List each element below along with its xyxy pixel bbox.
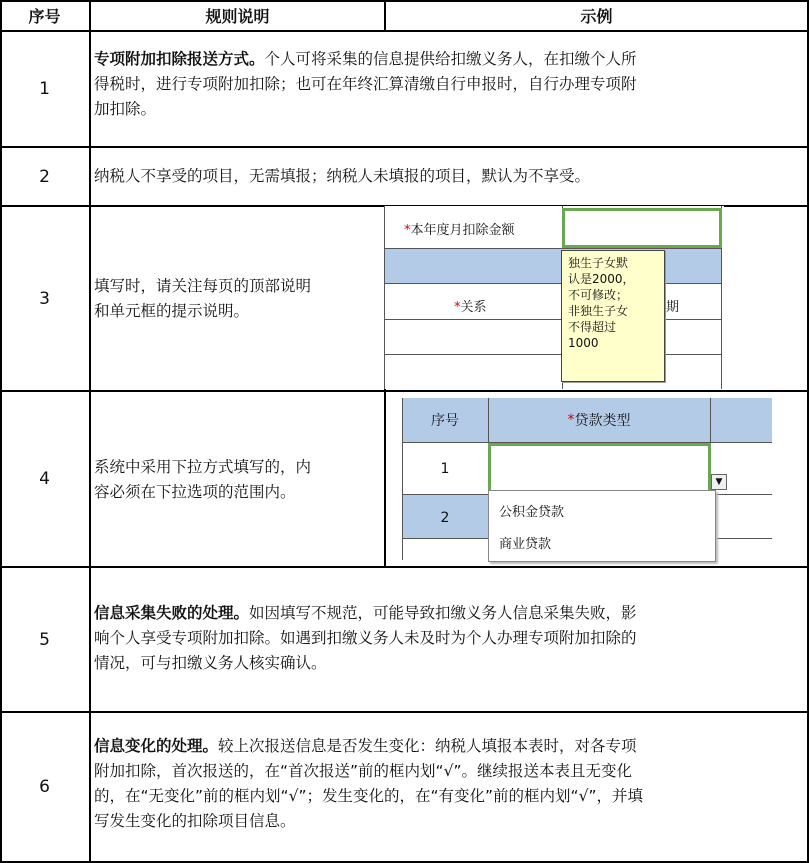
required-mark: * bbox=[454, 300, 461, 315]
row-number: 5 bbox=[39, 629, 50, 650]
rule-line: 加扣除。 bbox=[94, 100, 157, 118]
rule-line: 得税时，进行专项附加扣除；也可在年终汇算清缴自行申报时，自行办理专项附 bbox=[94, 75, 637, 93]
grid-line bbox=[0, 711, 809, 713]
required-mark: * bbox=[404, 223, 411, 238]
cell-border bbox=[384, 354, 722, 355]
rule-line: 的，在“无变化”前的框内划“√”；发生变化的，在“有变化”前的框内划“√”，并填 bbox=[94, 787, 643, 805]
rule-line: 个人可将采集的信息提供给扣缴义务人，在扣缴个人所 bbox=[264, 50, 637, 68]
cell-tooltip bbox=[561, 250, 665, 382]
period-label: 期 bbox=[666, 300, 680, 315]
grid-line bbox=[0, 146, 809, 148]
grid-line bbox=[0, 30, 809, 32]
rule-text bbox=[94, 734, 806, 834]
example-form-tooltip bbox=[384, 206, 724, 389]
rule-line: 系统中采用下拉方式填写的，内 bbox=[94, 458, 312, 476]
relation-label bbox=[454, 296, 487, 315]
row-number: 3 bbox=[39, 288, 50, 309]
grid-line bbox=[89, 0, 91, 863]
rule-title: 信息变化的处理。 bbox=[94, 737, 219, 755]
amount-label bbox=[404, 219, 515, 238]
rule-line: 写发生变化的扣除项目信息。 bbox=[94, 812, 296, 830]
tooltip-line: 认是2000， bbox=[568, 272, 635, 286]
rule-line: 如因填写不规范，可能导致扣缴义务人信息采集失败，影 bbox=[249, 604, 637, 622]
rule-text bbox=[94, 601, 806, 676]
rule-title: 专项附加扣除报送方式。 bbox=[94, 50, 265, 68]
header-band bbox=[385, 249, 721, 283]
rule-line: 情况，可与扣缴义务人核实确认。 bbox=[94, 654, 327, 672]
example-form-dropdown bbox=[384, 394, 774, 564]
grid-line bbox=[0, 390, 809, 392]
relation-label-text: 关系 bbox=[460, 300, 487, 315]
rule-line: 较上次报送信息是否发生变化：纳税人填报本表时，对各专项 bbox=[218, 737, 637, 755]
rule-line: 纳税人不享受的项目，无需填报；纳税人未填报的项目，默认为不享受。 bbox=[94, 167, 591, 185]
rule-line: 附加扣除，首次报送的，在“首次报送”前的框内划“√”。继续报送本表且无变化 bbox=[94, 762, 632, 780]
rule-line: 容必须在下拉选项的范围内。 bbox=[94, 483, 296, 501]
tooltip-line: 1000 bbox=[568, 336, 599, 350]
tooltip-line: 不得超过 bbox=[568, 320, 617, 334]
rule-line: 和单元框的提示说明。 bbox=[94, 302, 250, 320]
row-number: 2 bbox=[39, 166, 50, 187]
row-number: 6 bbox=[39, 777, 50, 797]
cell-border bbox=[384, 319, 722, 320]
header-example: 示例 bbox=[580, 6, 613, 26]
rule-text bbox=[94, 164, 806, 189]
header-rule: 规则说明 bbox=[205, 6, 270, 26]
loan-type-header bbox=[488, 398, 710, 442]
rule-text bbox=[94, 274, 384, 324]
rule-text bbox=[94, 47, 806, 122]
cell-border bbox=[384, 283, 722, 284]
tooltip-line: 独生子女默 bbox=[568, 256, 629, 270]
loan-type-select[interactable] bbox=[488, 443, 711, 493]
dropdown-option[interactable]: 公积金贷款 bbox=[499, 505, 565, 520]
grid-line bbox=[0, 566, 809, 568]
row-index: 1 bbox=[440, 461, 450, 477]
amount-label-text: 本年度月扣除金额 bbox=[410, 223, 515, 238]
loan-type-header-text: 贷款类型 bbox=[574, 413, 631, 429]
row-index: 2 bbox=[440, 510, 450, 526]
tooltip-line: 非独生子女 bbox=[568, 304, 629, 318]
dropdown-list bbox=[488, 490, 716, 562]
row-number: 1 bbox=[39, 79, 50, 99]
row-number: 4 bbox=[39, 469, 50, 489]
seq-header: 序号 bbox=[431, 413, 459, 429]
rule-line: 填写时，请关注每页的顶部说明 bbox=[94, 277, 312, 295]
dropdown-option[interactable]: 商业贷款 bbox=[499, 537, 552, 552]
amount-input[interactable] bbox=[562, 208, 722, 248]
rule-text bbox=[94, 455, 384, 505]
cell-border bbox=[384, 206, 385, 389]
required-mark: * bbox=[567, 412, 575, 428]
rule-line: 响个人享受专项附加扣除。如遇到扣缴义务人未及时为个人办理专项附加扣除的 bbox=[94, 629, 637, 647]
tooltip-line: 不可修改； bbox=[568, 288, 629, 302]
dropdown-arrow-icon[interactable]: ▼ bbox=[711, 474, 727, 490]
header-seq: 序号 bbox=[28, 6, 61, 26]
rule-title: 信息采集失败的处理。 bbox=[94, 604, 250, 622]
